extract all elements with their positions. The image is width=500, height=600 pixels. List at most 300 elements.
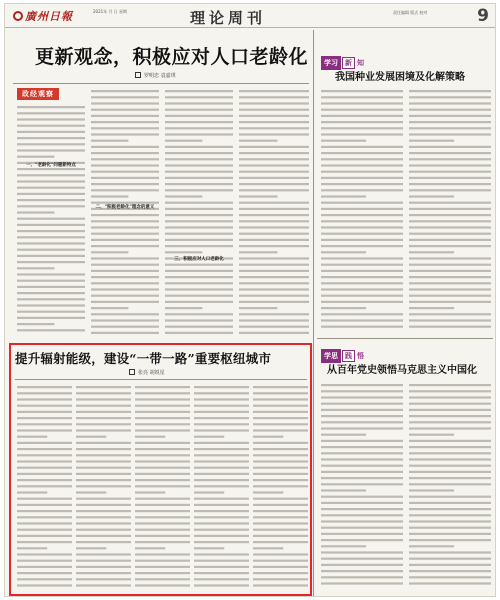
text-line [239, 307, 278, 309]
text-line [239, 251, 278, 253]
right-top-column-2 [409, 88, 491, 334]
featured-article-byline: 张亮 胡锐星 [129, 369, 165, 376]
text-line [165, 133, 233, 135]
text-line [239, 189, 309, 191]
text-line [91, 195, 128, 197]
text-line [135, 560, 190, 562]
text-line [76, 411, 131, 413]
newspaper-logo: 廣州日報 [13, 8, 73, 24]
text-line [321, 121, 403, 123]
text-line [194, 460, 249, 462]
text-line [76, 473, 131, 475]
text-line [409, 458, 491, 460]
text-line [253, 566, 308, 568]
text-line [91, 177, 159, 179]
text-line [321, 539, 403, 541]
text-line [239, 282, 309, 284]
text-line [409, 109, 491, 111]
main-article-tag: 政经观察 [17, 88, 59, 100]
text-line [17, 249, 85, 251]
main-article-column-2 [91, 88, 159, 336]
text-line [409, 558, 491, 560]
text-line [409, 245, 491, 247]
text-line [239, 164, 309, 166]
text-line [17, 218, 85, 220]
text-line [239, 102, 309, 104]
text-line [321, 313, 403, 315]
text-line [165, 214, 233, 216]
text-line [17, 137, 85, 139]
text-line [321, 295, 403, 297]
text-line [91, 189, 159, 191]
text-line [239, 208, 309, 210]
text-line [91, 146, 159, 148]
text-line [321, 570, 403, 572]
text-line [409, 465, 491, 467]
text-line [17, 541, 72, 543]
text-line [253, 423, 308, 425]
text-line [321, 133, 403, 135]
text-line [321, 220, 403, 222]
text-line [253, 429, 308, 431]
text-line [17, 329, 85, 331]
text-line [17, 572, 72, 574]
text-line [91, 109, 159, 111]
text-line [91, 183, 159, 185]
text-line [17, 454, 72, 456]
text-line [321, 115, 403, 117]
text-line [76, 479, 131, 481]
text-line [17, 479, 72, 481]
text-line [91, 102, 159, 104]
text-line [321, 483, 403, 485]
text-line [135, 436, 165, 438]
body-text-lines [17, 104, 85, 336]
text-line [165, 177, 233, 179]
text-line [76, 578, 131, 580]
text-line [321, 477, 403, 479]
text-line [409, 177, 491, 179]
text-line [91, 257, 159, 259]
text-line [409, 384, 491, 386]
text-line [76, 522, 131, 524]
text-line [194, 479, 249, 481]
text-line [17, 267, 54, 269]
text-line [409, 403, 491, 405]
text-line [91, 220, 159, 222]
text-line [91, 171, 159, 173]
text-line [76, 560, 131, 562]
text-line [321, 465, 403, 467]
text-line [409, 570, 491, 572]
text-line [253, 547, 283, 549]
text-line [76, 553, 131, 555]
text-line [17, 498, 72, 500]
text-line [165, 313, 233, 315]
text-line [321, 421, 403, 423]
featured-article-column-5 [253, 384, 308, 590]
editor-info: 责任编辑 版式 校对 [393, 10, 428, 15]
text-line [194, 529, 249, 531]
text-line [321, 214, 403, 216]
text-line [76, 516, 131, 518]
section-title: 理论周刊 [190, 9, 267, 27]
text-line [253, 448, 308, 450]
text-line [17, 230, 85, 232]
text-line [91, 245, 159, 247]
text-line [76, 386, 131, 388]
text-line [239, 195, 278, 197]
text-line [165, 152, 233, 154]
column-divider [313, 30, 314, 596]
text-line [409, 520, 491, 522]
text-line [76, 405, 131, 407]
text-line [321, 452, 403, 454]
text-line [135, 417, 190, 419]
text-line [409, 533, 491, 535]
body-text-lines [17, 384, 72, 590]
text-line [76, 498, 131, 500]
text-line [321, 226, 403, 228]
text-line [409, 502, 491, 504]
text-line [409, 434, 454, 436]
text-line [409, 146, 491, 148]
text-line [17, 405, 72, 407]
text-line [135, 510, 190, 512]
text-line [91, 158, 159, 160]
text-line [17, 423, 72, 425]
text-line [165, 90, 233, 92]
text-line [409, 133, 491, 135]
text-line [409, 208, 491, 210]
text-line [91, 295, 159, 297]
text-line [76, 392, 131, 394]
text-line [165, 239, 233, 241]
text-line [135, 405, 190, 407]
text-line [253, 584, 308, 586]
featured-article-headline: 提升辐射能级，建设“一带一路”重要枢纽城市 [15, 351, 272, 366]
text-line [409, 576, 491, 578]
text-line [239, 270, 309, 272]
text-line [321, 270, 403, 272]
text-line [17, 392, 72, 394]
main-article-rule [13, 83, 309, 84]
text-line [409, 396, 491, 398]
text-line [91, 264, 159, 266]
text-line [17, 386, 72, 388]
text-line [165, 109, 233, 111]
text-line [239, 96, 309, 98]
right-top-column-1 [321, 88, 403, 334]
text-line [321, 434, 366, 436]
text-line [194, 504, 249, 506]
text-line [239, 171, 309, 173]
text-line [409, 483, 491, 485]
text-line [17, 280, 85, 282]
text-line [194, 398, 249, 400]
text-line [91, 313, 159, 315]
text-line [91, 270, 159, 272]
body-text-lines [239, 88, 309, 336]
text-line [76, 535, 131, 537]
text-line [321, 409, 403, 411]
text-line [165, 307, 202, 309]
text-line [165, 121, 233, 123]
text-line [321, 582, 403, 584]
text-line [409, 582, 491, 584]
text-line [253, 572, 308, 574]
text-line [321, 508, 403, 510]
text-line [194, 572, 249, 574]
text-line [239, 90, 309, 92]
text-line [253, 578, 308, 580]
text-line [165, 195, 202, 197]
text-line [253, 510, 308, 512]
text-line [409, 264, 491, 266]
text-line [321, 396, 403, 398]
text-line [91, 214, 159, 216]
body-text-lines [321, 382, 403, 592]
text-line [194, 392, 249, 394]
text-line [321, 202, 403, 204]
text-line [253, 553, 308, 555]
text-line [76, 510, 131, 512]
text-line [409, 326, 491, 328]
text-line [321, 307, 366, 309]
right-top-tag: 学习 新 知 [321, 50, 364, 64]
text-line [321, 251, 366, 253]
text-line [135, 541, 190, 543]
text-line [17, 485, 72, 487]
text-line [91, 332, 159, 334]
text-line [321, 90, 403, 92]
main-article-subhead-2: 二、"积极老龄化"理念的意义 [95, 205, 155, 210]
text-line [194, 417, 249, 419]
text-line [239, 295, 309, 297]
byline-box-icon [129, 369, 135, 375]
text-line [135, 454, 190, 456]
text-line [17, 168, 85, 170]
text-line [194, 473, 249, 475]
text-line [17, 547, 47, 549]
text-line [76, 572, 131, 574]
text-line [253, 498, 308, 500]
text-line [239, 233, 309, 235]
text-line [194, 405, 249, 407]
text-line [253, 473, 308, 475]
text-line [76, 529, 131, 531]
text-line [239, 239, 309, 241]
text-line [17, 491, 47, 493]
main-article-subhead-3: 三、积极应对人口老龄化 [174, 257, 224, 262]
text-line [165, 288, 233, 290]
text-line [239, 332, 309, 334]
right-bottom-column-2 [409, 382, 491, 592]
text-line [409, 121, 491, 123]
text-line [165, 282, 233, 284]
main-article-headline: 更新观念，积极应对人口老龄化 [35, 46, 309, 68]
text-line [17, 411, 72, 413]
text-line [321, 257, 403, 259]
text-line [91, 226, 159, 228]
byline-box-icon [135, 72, 141, 78]
text-line [135, 479, 190, 481]
text-line [253, 436, 283, 438]
text-line [409, 421, 491, 423]
text-line [321, 264, 403, 266]
text-line [194, 423, 249, 425]
text-line [253, 460, 308, 462]
text-line [409, 152, 491, 154]
text-line [239, 301, 309, 303]
text-line [239, 276, 309, 278]
text-line [409, 508, 491, 510]
text-line [194, 516, 249, 518]
text-line [321, 520, 403, 522]
text-line [321, 533, 403, 535]
text-line [409, 183, 491, 185]
text-line [409, 527, 491, 529]
featured-article-column-3 [135, 384, 190, 590]
text-line [321, 326, 403, 328]
text-line [76, 448, 131, 450]
text-line [321, 471, 403, 473]
text-line [17, 504, 72, 506]
featured-article-column-1 [17, 384, 72, 590]
text-line [409, 539, 491, 541]
text-line [194, 560, 249, 562]
text-line [91, 282, 159, 284]
text-line [321, 545, 366, 547]
text-line [321, 558, 403, 560]
text-line [321, 415, 403, 417]
text-line [253, 504, 308, 506]
text-line [17, 298, 85, 300]
text-line [165, 295, 233, 297]
text-line [321, 282, 403, 284]
text-line [253, 411, 308, 413]
text-line [321, 195, 366, 197]
text-line [17, 442, 72, 444]
text-line [253, 529, 308, 531]
text-line [253, 541, 308, 543]
text-line [253, 417, 308, 419]
text-line [239, 326, 309, 328]
text-line [194, 584, 249, 586]
text-line [135, 386, 190, 388]
body-text-lines [321, 88, 403, 334]
text-line [165, 171, 233, 173]
text-line [135, 411, 190, 413]
text-line [91, 140, 128, 142]
text-line [76, 491, 106, 493]
text-line [409, 551, 491, 553]
text-line [135, 516, 190, 518]
text-line [321, 164, 403, 166]
text-line [409, 140, 454, 142]
text-line [76, 423, 131, 425]
text-line [321, 146, 403, 148]
main-article-byline: 罗明忠 袁嘉琪 [135, 72, 176, 79]
text-line [135, 448, 190, 450]
text-line [17, 224, 85, 226]
text-line [409, 115, 491, 117]
text-line [239, 121, 309, 123]
text-line [194, 411, 249, 413]
text-line [135, 423, 190, 425]
body-text-lines [409, 88, 491, 334]
text-line [91, 121, 159, 123]
text-line [409, 415, 491, 417]
text-line [239, 140, 278, 142]
text-line [321, 446, 403, 448]
text-line [409, 189, 491, 191]
text-line [239, 220, 309, 222]
text-line [91, 251, 128, 253]
text-line [17, 286, 85, 288]
text-line [135, 442, 190, 444]
body-text-lines [135, 384, 190, 590]
text-line [409, 202, 491, 204]
text-line [194, 429, 249, 431]
text-line [409, 409, 491, 411]
text-line [321, 527, 403, 529]
text-line [91, 152, 159, 154]
text-line [91, 96, 159, 98]
text-line [194, 541, 249, 543]
right-top-headline: 我国种业发展困境及化解策略 [335, 72, 465, 83]
text-line [253, 454, 308, 456]
text-line [409, 452, 491, 454]
text-line [17, 211, 54, 213]
body-text-lines [194, 384, 249, 590]
text-line [165, 115, 233, 117]
text-line [76, 467, 131, 469]
text-line [135, 522, 190, 524]
text-line [135, 392, 190, 394]
text-line [409, 239, 491, 241]
text-line [194, 448, 249, 450]
text-line [165, 140, 202, 142]
text-line [17, 467, 72, 469]
text-line [239, 226, 309, 228]
text-line [239, 202, 309, 204]
text-line [165, 326, 233, 328]
main-article-column-3 [165, 88, 233, 336]
text-line [253, 491, 283, 493]
text-line [409, 301, 491, 303]
text-line [76, 417, 131, 419]
text-line [321, 245, 403, 247]
text-line [321, 301, 403, 303]
text-line [17, 535, 72, 537]
text-line [321, 427, 403, 429]
text-line [194, 436, 224, 438]
main-article-subhead-1: 一、"老龄化"问题新特点 [26, 163, 76, 168]
text-line [409, 446, 491, 448]
text-line [321, 152, 403, 154]
text-line [17, 436, 47, 438]
text-line [135, 535, 190, 537]
text-line [409, 164, 491, 166]
text-line [321, 233, 403, 235]
text-line [194, 467, 249, 469]
text-line [76, 547, 106, 549]
text-line [239, 158, 309, 160]
text-line [321, 127, 403, 129]
text-line [409, 471, 491, 473]
text-line [76, 504, 131, 506]
